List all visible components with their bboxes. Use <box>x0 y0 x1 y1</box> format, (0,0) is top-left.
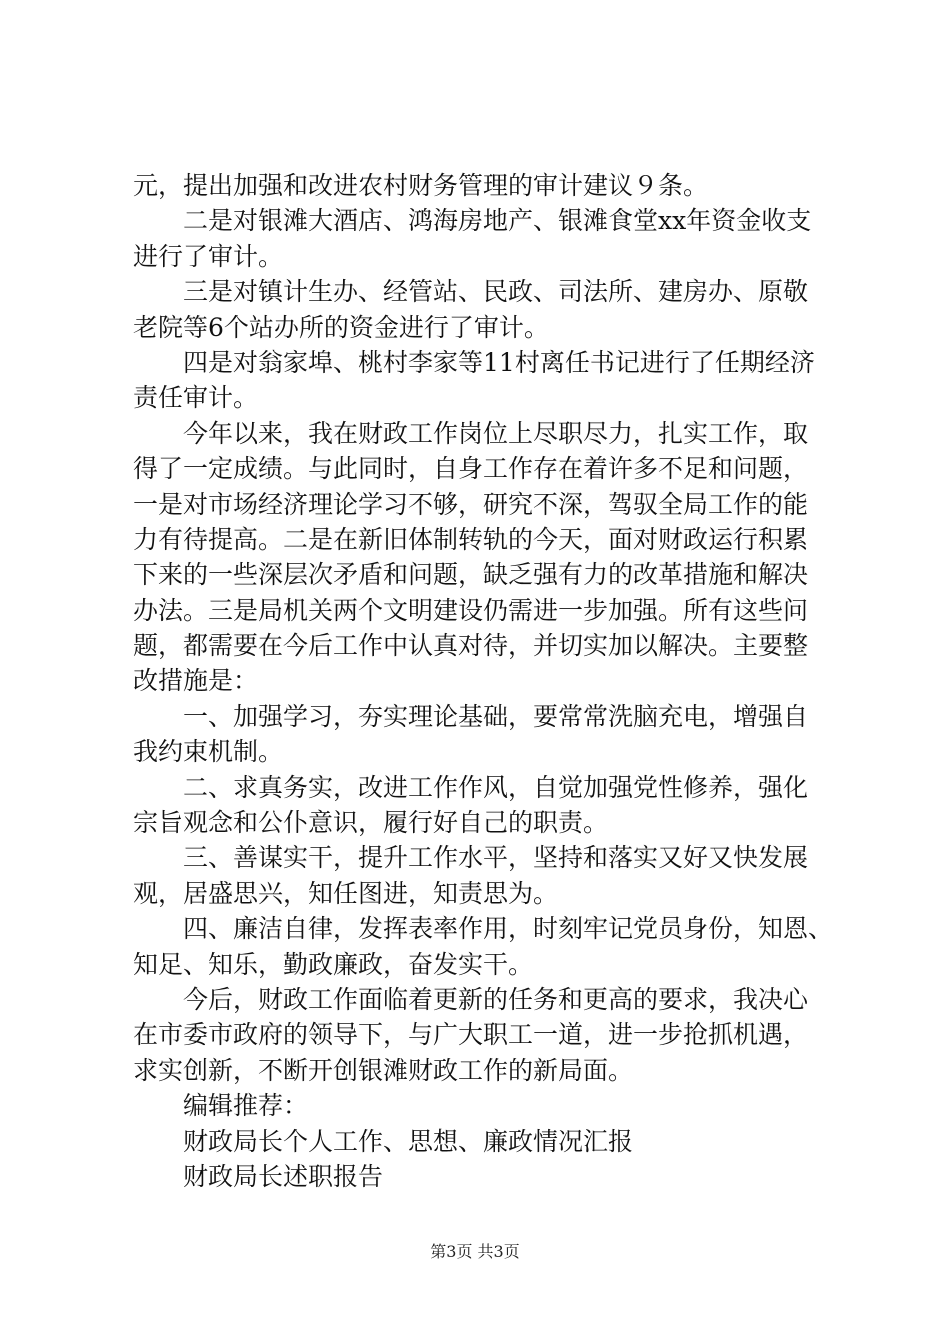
page-footer: 第3页 共3页 <box>430 1242 520 1261</box>
text-line: 题，都需要在今后工作中认真对待，并切实加以解决。主要整 <box>133 631 809 661</box>
text-line: 观，居盛思兴，知任图进，知责思为。 <box>133 878 559 908</box>
text-line: 进行了审计。 <box>133 241 284 271</box>
text-line: 在市委市政府的领导下，与广大职工一道，进一步抢抓机遇， <box>133 1020 809 1050</box>
document-body <box>133 168 833 1194</box>
text-line: 今后，财政工作面临着更新的任务和更高的要求，我决心 <box>183 984 809 1014</box>
text-line: 二是对银滩大酒店、鸿海房地产、银滩食堂xx年资金收支 <box>183 206 812 236</box>
text-line: 求实创新，不断开创银滩财政工作的新局面。 <box>133 1055 634 1085</box>
text-line: 财政局长述职报告 <box>183 1161 384 1191</box>
text-line: 编辑推荐： <box>183 1091 309 1121</box>
text-line: 今年以来，我在财政工作岗位上尽职尽力，扎实工作，取 <box>183 418 809 448</box>
text-line: 一、加强学习，夯实理论基础，要常常洗脑充电，增强自 <box>183 701 809 731</box>
text-line: 元，提出加强和改进农村财务管理的审计建议９条。 <box>133 171 709 200</box>
text-line: 下来的一些深层次矛盾和问题，缺乏强有力的改革措施和解决 <box>133 560 809 590</box>
text-line: 老院等6个站办所的资金进行了审计。 <box>133 312 549 342</box>
text-line: 改措施是： <box>133 666 259 696</box>
text-line: 办法。三是局机关两个文明建设仍需进一步加强。所有这些问 <box>133 595 809 625</box>
text-line: 力有待提高。二是在新旧体制转轨的今天，面对财政运行积累 <box>133 524 809 554</box>
text-line: 四是对翁家埠、桃村李家等11村离任书记进行了任期经济 <box>183 347 815 377</box>
text-line: 三是对镇计生办、经管站、民政、司法所、建房办、原敬 <box>183 277 809 307</box>
text-line: 二、求真务实，改进工作作风，自觉加强党性修养，强化 <box>183 772 809 802</box>
text-line: 得了一定成绩。与此同时，自身工作存在着许多不足和问题， <box>133 454 809 484</box>
text-line: 责任审计。 <box>133 383 259 413</box>
text-line: 财政局长个人工作、思想、廉政情况汇报 <box>183 1126 634 1156</box>
text-line: 四、廉洁自律，发挥表率作用，时刻牢记党员身份，知恩、 <box>183 914 834 944</box>
text-line: 知足、知乐，勤政廉政，奋发实干。 <box>133 949 534 979</box>
text-line: 三、善谋实干，提升工作水平，坚持和落实又好又快发展 <box>183 843 809 873</box>
text-line: 宗旨观念和公仆意识，履行好自己的职责。 <box>133 808 609 838</box>
text-line: 我约束机制。 <box>133 737 284 767</box>
text-line: 一是对市场经济理论学习不够，研究不深，驾驭全局工作的能 <box>133 489 809 519</box>
